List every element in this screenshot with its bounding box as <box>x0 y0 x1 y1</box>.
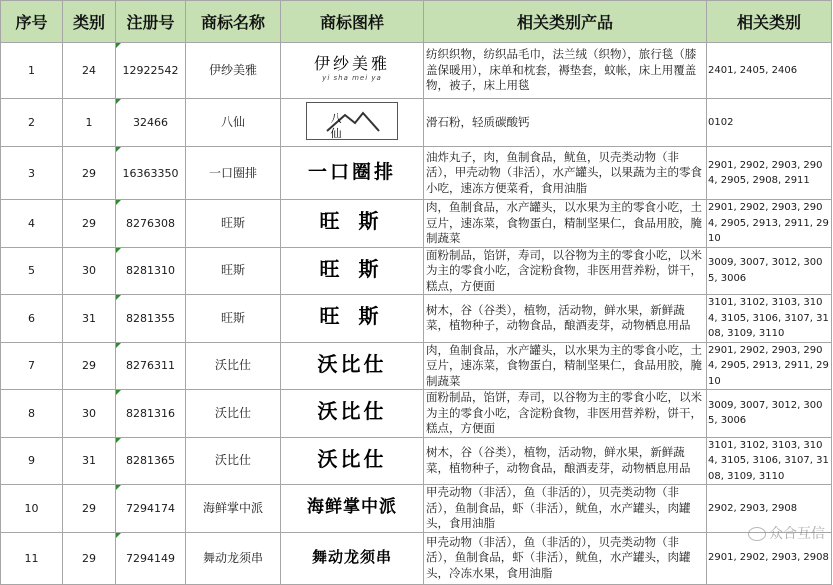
table-row <box>1 437 832 485</box>
table-row <box>1 295 832 343</box>
cell-tm-name[interactable]: 海鲜掌中派 <box>186 485 281 533</box>
header-tm-logo[interactable]: 商标图样 <box>281 1 424 43</box>
cell-class[interactable]: 31 <box>63 295 116 343</box>
cell-products[interactable]: 滑石粉，轻质碳酸钙 <box>424 99 707 147</box>
cell-reg-no[interactable]: 12922542 <box>116 43 186 99</box>
cell-tm-logo[interactable] <box>281 437 424 485</box>
cell-tm-logo[interactable] <box>281 485 424 533</box>
cell-tm-logo[interactable] <box>281 247 424 295</box>
trademark-logo-image: 海鲜掌中派 <box>307 497 397 518</box>
cell-no[interactable]: 4 <box>1 200 63 248</box>
cell-tm-name[interactable]: 旺斯 <box>186 200 281 248</box>
cell-related[interactable]: 2901, 2902, 2903, 2904, 2905, 2913, 2911, 2910 <box>707 200 832 248</box>
table-row <box>1 147 832 200</box>
cell-tm-name[interactable]: 旺斯 <box>186 295 281 343</box>
cell-reg-no[interactable]: 8276311 <box>116 342 186 390</box>
cell-tm-logo[interactable] <box>281 532 424 584</box>
cell-tm-logo[interactable] <box>281 99 424 147</box>
cell-products[interactable]: 肉，鱼制食品，水产罐头，以水果为主的零食小吃，土豆片，速冻菜，食物蛋白，精制坚果仁，食品用胶，腌制蔬菜 <box>424 342 707 390</box>
cell-products[interactable]: 面粉制品，馅饼，寿司，以谷物为主的零食小吃，以米为主的零食小吃，含淀粉食物，非医用营养粉，饼干，糕点，方便面 <box>424 247 707 295</box>
cell-reg-no[interactable]: 8281316 <box>116 390 186 438</box>
trademark-logo-image: 旺 斯 <box>319 256 385 281</box>
header-class[interactable]: 类别 <box>63 1 116 43</box>
cell-products[interactable]: 肉，鱼制食品，水产罐头，以水果为主的零食小吃，土豆片，速冻菜，食物蛋白，精制坚果仁，食品用胶，腌制蔬菜 <box>424 200 707 248</box>
trademark-logo-image: 沃比仕 <box>317 446 387 471</box>
trademark-logo-image: 八仙 <box>306 102 398 140</box>
trademark-logo-image: 沃比仕 <box>317 399 387 424</box>
cell-related[interactable]: 2901, 2902, 2903, 2908 <box>707 532 832 584</box>
cell-class[interactable]: 29 <box>63 532 116 584</box>
cell-tm-logo[interactable] <box>281 43 424 99</box>
cell-no[interactable]: 3 <box>1 147 63 200</box>
cell-class[interactable]: 29 <box>63 200 116 248</box>
cell-tm-name[interactable]: 沃比仕 <box>186 437 281 485</box>
cell-class[interactable]: 29 <box>63 147 116 200</box>
wechat-icon <box>748 527 766 541</box>
cell-tm-name[interactable]: 沃比仕 <box>186 342 281 390</box>
trademark-logo-image: 一口圈排 <box>307 160 396 183</box>
cell-products[interactable]: 面粉制品，馅饼，寿司，以谷物为主的零食小吃，以米为主的零食小吃，含淀粉食物，非医用营养粉，饼干，糕点，方便面 <box>424 390 707 438</box>
cell-tm-logo[interactable] <box>281 390 424 438</box>
cell-reg-no[interactable]: 8281310 <box>116 247 186 295</box>
table-row <box>1 390 832 438</box>
header-products[interactable]: 相关类别产品 <box>424 1 707 43</box>
cell-no[interactable]: 2 <box>1 99 63 147</box>
cell-no[interactable]: 7 <box>1 342 63 390</box>
trademark-logo-image: 沃比仕 <box>317 351 387 376</box>
cell-tm-name[interactable]: 八仙 <box>186 99 281 147</box>
cell-reg-no[interactable]: 7294174 <box>116 485 186 533</box>
cell-related[interactable]: 2401, 2405, 2406 <box>707 43 832 99</box>
table-row <box>1 200 832 248</box>
watermark <box>748 523 825 543</box>
header-related[interactable]: 相关类别 <box>707 1 832 43</box>
cell-related[interactable]: 3009, 3007, 3012, 3005, 3006 <box>707 247 832 295</box>
trademark-logo-image: 舞动龙须串 <box>311 548 392 566</box>
cell-products[interactable]: 树木，谷（谷类），植物，活动物，鲜水果，新鲜蔬菜，植物种子，动物食品，酿酒麦芽，动物栖息用品 <box>424 295 707 343</box>
cell-related[interactable]: 0102 <box>707 99 832 147</box>
cell-reg-no[interactable]: 8276308 <box>116 200 186 248</box>
cell-related[interactable]: 2901, 2902, 2903, 2904, 2905, 2908, 2911 <box>707 147 832 200</box>
table-row <box>1 485 832 533</box>
trademark-logo-image: 伊纱美雅 yi sha mei ya <box>313 53 390 82</box>
cell-related[interactable]: 3101, 3102, 3103, 3104, 3105, 3106, 3107, 3108, 3109, 3110 <box>707 295 832 343</box>
table-row <box>1 99 832 147</box>
cell-class[interactable]: 31 <box>63 437 116 485</box>
table-row <box>1 43 832 99</box>
cell-tm-name[interactable]: 旺斯 <box>186 247 281 295</box>
cell-no[interactable]: 10 <box>1 485 63 533</box>
header-row <box>1 1 832 43</box>
cell-tm-name[interactable]: 一口圈排 <box>186 147 281 200</box>
header-reg-no[interactable]: 注册号 <box>116 1 186 43</box>
cell-no[interactable]: 1 <box>1 43 63 99</box>
cell-products[interactable]: 油炸丸子，肉，鱼制食品，鱿鱼，贝壳类动物（非活），甲壳动物（非活），水产罐头，以果蔬为主的零食小吃，速冻方便菜肴，食用油脂 <box>424 147 707 200</box>
cell-class[interactable]: 29 <box>63 485 116 533</box>
cell-products[interactable]: 纺织织物，纺织品毛巾，法兰绒（织物），旅行毯（膝盖保暖用），床单和枕套，褥垫套，蚊帐，床上用覆盖物，被子，床上用毯 <box>424 43 707 99</box>
cell-tm-name[interactable]: 舞动龙须串 <box>186 532 281 584</box>
cell-no[interactable]: 5 <box>1 247 63 295</box>
cell-no[interactable]: 8 <box>1 390 63 438</box>
cell-reg-no[interactable]: 16363350 <box>116 147 186 200</box>
header-tm-name[interactable]: 商标名称 <box>186 1 281 43</box>
cell-no[interactable]: 11 <box>1 532 63 584</box>
cell-tm-logo[interactable] <box>281 295 424 343</box>
cell-tm-name[interactable]: 伊纱美雅 <box>186 43 281 99</box>
watermark-text: 众合互信 <box>769 526 825 542</box>
cell-class[interactable]: 1 <box>63 99 116 147</box>
cell-class[interactable]: 30 <box>63 390 116 438</box>
cell-products[interactable]: 甲壳动物（非活），鱼（非活的），贝壳类动物（非活），鱼制食品，虾（非活），鱿鱼，水产罐头，肉罐头，食用油脂 <box>424 485 707 533</box>
cell-tm-logo[interactable] <box>281 200 424 248</box>
cell-reg-no[interactable]: 32466 <box>116 99 186 147</box>
cell-related[interactable]: 2902, 2903, 2908 <box>707 485 832 533</box>
cell-tm-name[interactable]: 沃比仕 <box>186 390 281 438</box>
cell-class[interactable]: 24 <box>63 43 116 99</box>
cell-reg-no[interactable]: 8281355 <box>116 295 186 343</box>
cell-class[interactable]: 30 <box>63 247 116 295</box>
cell-tm-logo[interactable] <box>281 147 424 200</box>
cell-reg-no[interactable]: 8281365 <box>116 437 186 485</box>
table-row <box>1 342 832 390</box>
cell-products[interactable]: 甲壳动物（非活），鱼（非活的），贝壳类动物（非活），鱼制食品，虾（非活），鱿鱼，水产罐头，肉罐头，冷冻水果，食用油脂 <box>424 532 707 584</box>
cell-class[interactable]: 29 <box>63 342 116 390</box>
table-row <box>1 247 832 295</box>
cell-products[interactable]: 树木，谷（谷类），植物，活动物，鲜水果，新鲜蔬菜，植物种子，动物食品，酿酒麦芽，动物栖息用品 <box>424 437 707 485</box>
trademark-logo-image: 旺 斯 <box>319 304 385 329</box>
header-no[interactable]: 序号 <box>1 1 63 43</box>
trademark-logo-image: 旺 斯 <box>319 209 385 234</box>
cell-reg-no[interactable]: 7294149 <box>116 532 186 584</box>
cell-related[interactable]: 3101, 3102, 3103, 3104, 3105, 3106, 3107, 3108, 3109, 3110 <box>707 437 832 485</box>
table-row <box>1 532 832 584</box>
cell-related[interactable]: 3009, 3007, 3012, 3005, 3006 <box>707 390 832 438</box>
cell-related[interactable]: 2901, 2902, 2903, 2904, 2905, 2913, 2911, 2910 <box>707 342 832 390</box>
cell-tm-logo[interactable] <box>281 342 424 390</box>
cell-no[interactable]: 9 <box>1 437 63 485</box>
cell-no[interactable]: 6 <box>1 295 63 343</box>
